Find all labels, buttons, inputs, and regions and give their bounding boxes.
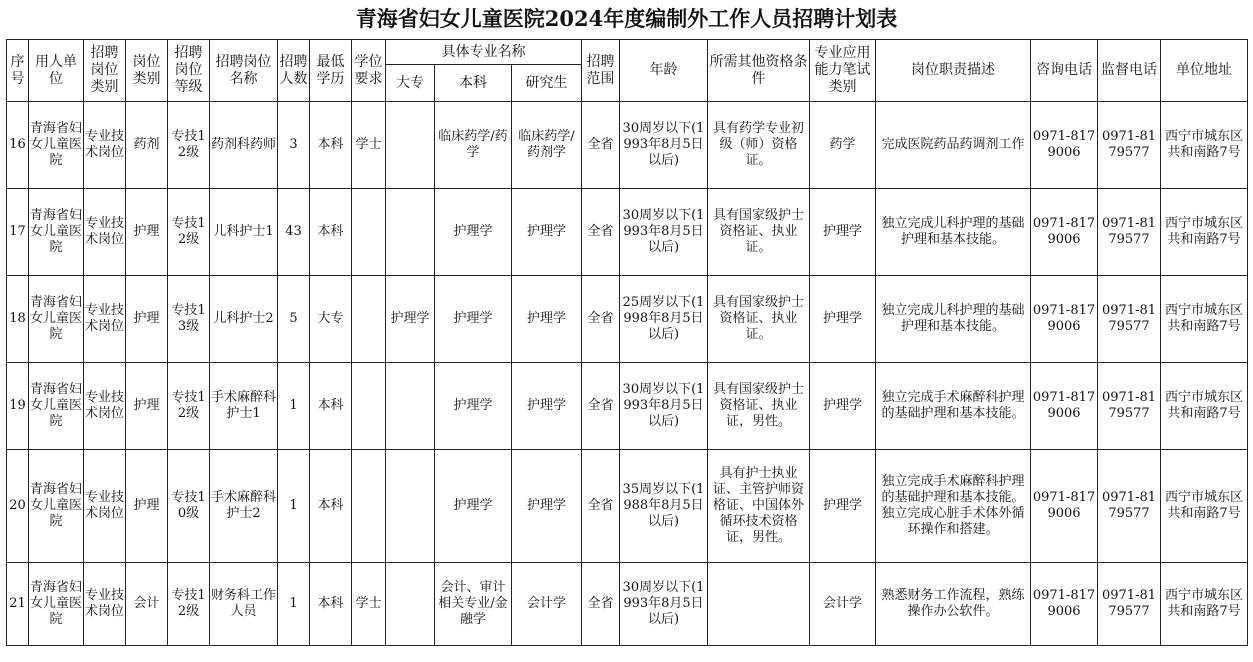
cell-exam: 药学 (810, 102, 876, 189)
cell-age: 30周岁以下(1993年8月5日以后) (620, 563, 708, 646)
table-row (7, 276, 1248, 363)
cell-seq: 20 (7, 450, 29, 563)
cell-address: 西宁市城东区共和南路7号 (1161, 363, 1248, 450)
cell-college: 护理学 (386, 276, 435, 363)
header-address: 单位地址 (1161, 40, 1248, 102)
cell-bachelor: 护理学 (435, 363, 512, 450)
cell-name: 手术麻醉科护士1 (210, 363, 278, 450)
cell-seq: 16 (7, 102, 29, 189)
cell-college (386, 102, 435, 189)
cell-age: 25周岁以下(1998年8月5日以后) (620, 276, 708, 363)
cell-scope: 全省 (582, 563, 620, 646)
cell-name: 财务科工作人员 (210, 563, 278, 646)
cell-type: 药剂 (126, 102, 168, 189)
header-duty: 岗位职责描述 (876, 40, 1031, 102)
cell-scope: 全省 (582, 363, 620, 450)
cell-other: 具有护士执业证、主管护师资格证、中国体外循环技术资格证，男性。 (708, 450, 810, 563)
cell-seq: 18 (7, 276, 29, 363)
cell-duty: 熟悉财务工作流程，熟练操作办公软件。 (876, 563, 1031, 646)
cell-other: 具有国家级护士资格证、执业证。 (708, 276, 810, 363)
table-row (7, 363, 1248, 450)
cell-supervise: 0971-8179577 (1098, 450, 1161, 563)
cell-scope: 全省 (582, 450, 620, 563)
cell-bachelor: 护理学 (435, 276, 512, 363)
header-post-name: 招聘岗位名称 (210, 40, 278, 102)
cell-seq: 21 (7, 563, 29, 646)
cell-exam: 护理学 (810, 189, 876, 276)
cell-bachelor: 护理学 (435, 450, 512, 563)
cell-edu: 本科 (310, 189, 352, 276)
cell-name: 儿科护士2 (210, 276, 278, 363)
cell-duty: 独立完成手术麻醉科护理的基础护理和基本技能。 (876, 363, 1031, 450)
cell-address: 西宁市城东区共和南路7号 (1161, 563, 1248, 646)
cell-name: 手术麻醉科护士2 (210, 450, 278, 563)
cell-graduate: 临床药学/药剂学 (512, 102, 582, 189)
table-row (7, 450, 1248, 563)
cell-unit: 青海省妇女儿童医院 (29, 189, 84, 276)
cell-supervise: 0971-8179577 (1098, 563, 1161, 646)
cell-graduate: 护理学 (512, 363, 582, 450)
cell-other: 具有药学专业初级（师）资格证。 (708, 102, 810, 189)
table-row (7, 102, 1248, 189)
cell-graduate: 护理学 (512, 276, 582, 363)
cell-degree (352, 450, 386, 563)
cell-address: 西宁市城东区共和南路7号 (1161, 450, 1248, 563)
header-post-category: 招聘岗位类别 (84, 40, 126, 102)
cell-unit: 青海省妇女儿童医院 (29, 450, 84, 563)
cell-graduate: 护理学 (512, 450, 582, 563)
cell-edu: 本科 (310, 450, 352, 563)
cell-count: 3 (278, 102, 310, 189)
cell-graduate: 会计学 (512, 563, 582, 646)
cell-level: 专技12级 (168, 189, 210, 276)
cell-count: 1 (278, 363, 310, 450)
header-other: 所需其他资格条件 (708, 40, 810, 102)
cell-supervise: 0971-8179577 (1098, 276, 1161, 363)
cell-exam: 护理学 (810, 363, 876, 450)
cell-level: 专技10级 (168, 450, 210, 563)
cell-exam: 会计学 (810, 563, 876, 646)
cell-count: 5 (278, 276, 310, 363)
cell-unit: 青海省妇女儿童医院 (29, 102, 84, 189)
header-degree: 学位要求 (352, 40, 386, 102)
cell-degree: 学士 (352, 563, 386, 646)
header-unit: 用人单位 (29, 40, 84, 102)
cell-supervise: 0971-8179577 (1098, 189, 1161, 276)
cell-category: 专业技术岗位 (84, 450, 126, 563)
header-post-type: 岗位类别 (126, 40, 168, 102)
cell-type: 护理 (126, 276, 168, 363)
cell-scope: 全省 (582, 276, 620, 363)
cell-college (386, 563, 435, 646)
header-row-1 (7, 40, 1248, 65)
header-age: 年龄 (620, 40, 708, 102)
cell-phone: 0971-8179006 (1031, 276, 1098, 363)
cell-type: 护理 (126, 450, 168, 563)
cell-count: 1 (278, 450, 310, 563)
header-count: 招聘人数 (278, 40, 310, 102)
cell-type: 会计 (126, 563, 168, 646)
cell-level: 专技12级 (168, 563, 210, 646)
cell-phone: 0971-8179006 (1031, 102, 1098, 189)
cell-phone: 0971-8179006 (1031, 189, 1098, 276)
cell-other: 具有国家级护士资格证、执业证，男性。 (708, 363, 810, 450)
cell-seq: 17 (7, 189, 29, 276)
cell-category: 专业技术岗位 (84, 563, 126, 646)
cell-category: 专业技术岗位 (84, 276, 126, 363)
cell-address: 西宁市城东区共和南路7号 (1161, 189, 1248, 276)
cell-degree (352, 189, 386, 276)
cell-name: 儿科护士1 (210, 189, 278, 276)
cell-level: 专技12级 (168, 102, 210, 189)
cell-edu: 本科 (310, 102, 352, 189)
cell-supervise: 0971-8179577 (1098, 363, 1161, 450)
header-exam: 专业应用能力笔试类别 (810, 40, 876, 102)
header-major-graduate: 研究生 (512, 65, 582, 102)
cell-age: 30周岁以下(1993年8月5日以后) (620, 363, 708, 450)
cell-duty: 完成医院药品药调剂工作 (876, 102, 1031, 189)
cell-bachelor: 临床药学/药学 (435, 102, 512, 189)
document-title: 青海省妇女儿童医院2024年度编制外工作人员招聘计划表 (355, 6, 898, 31)
header-major-college: 大专 (386, 65, 435, 102)
cell-phone: 0971-8179006 (1031, 563, 1098, 646)
cell-edu: 本科 (310, 363, 352, 450)
cell-age: 35周岁以下(1988年8月5日以后) (620, 450, 708, 563)
cell-college (386, 450, 435, 563)
cell-phone: 0971-8179006 (1031, 363, 1098, 450)
cell-college (386, 363, 435, 450)
cell-address: 西宁市城东区共和南路7号 (1161, 276, 1248, 363)
cell-type: 护理 (126, 363, 168, 450)
cell-unit: 青海省妇女儿童医院 (29, 363, 84, 450)
recruitment-plan-table (6, 39, 1248, 646)
cell-graduate: 护理学 (512, 189, 582, 276)
cell-type: 护理 (126, 189, 168, 276)
cell-degree: 学士 (352, 102, 386, 189)
header-min-edu: 最低学历 (310, 40, 352, 102)
cell-exam: 护理学 (810, 276, 876, 363)
cell-count: 43 (278, 189, 310, 276)
cell-edu: 大专 (310, 276, 352, 363)
cell-scope: 全省 (582, 189, 620, 276)
header-supervise: 监督电话 (1098, 40, 1161, 102)
header-post-level: 招聘岗位等级 (168, 40, 210, 102)
cell-duty: 独立完成儿科护理的基础护理和基本技能。 (876, 189, 1031, 276)
cell-unit: 青海省妇女儿童医院 (29, 563, 84, 646)
table-row (7, 189, 1248, 276)
header-seq: 序号 (7, 40, 29, 102)
header-major-group: 具体专业名称 (386, 40, 582, 65)
cell-bachelor: 护理学 (435, 189, 512, 276)
cell-level: 专技13级 (168, 276, 210, 363)
cell-bachelor: 会计、审计相关专业/金融学 (435, 563, 512, 646)
cell-supervise: 0971-8179577 (1098, 102, 1161, 189)
cell-college (386, 189, 435, 276)
cell-edu: 本科 (310, 563, 352, 646)
cell-address: 西宁市城东区共和南路7号 (1161, 102, 1248, 189)
cell-level: 专技12级 (168, 363, 210, 450)
cell-exam: 护理学 (810, 450, 876, 563)
cell-scope: 全省 (582, 102, 620, 189)
cell-phone: 0971-8179006 (1031, 450, 1098, 563)
header-scope: 招聘范围 (582, 40, 620, 102)
cell-duty: 独立完成儿科护理的基础护理和基本技能。 (876, 276, 1031, 363)
cell-age: 30周岁以下(1993年8月5日以后) (620, 189, 708, 276)
header-phone: 咨询电话 (1031, 40, 1098, 102)
cell-name: 药剂科药师 (210, 102, 278, 189)
header-major-bachelor: 本科 (435, 65, 512, 102)
cell-other (708, 563, 810, 646)
cell-category: 专业技术岗位 (84, 102, 126, 189)
cell-duty: 独立完成手术麻醉科护理的基础护理和基本技能。独立完成心脏手术体外循环操作和搭建。 (876, 450, 1031, 563)
cell-degree (352, 363, 386, 450)
cell-count: 1 (278, 563, 310, 646)
table-row (7, 563, 1248, 646)
cell-unit: 青海省妇女儿童医院 (29, 276, 84, 363)
cell-category: 专业技术岗位 (84, 189, 126, 276)
cell-other: 具有国家级护士资格证、执业证。 (708, 189, 810, 276)
cell-category: 专业技术岗位 (84, 363, 126, 450)
cell-degree (352, 276, 386, 363)
cell-age: 30周岁以下(1993年8月5日以后) (620, 102, 708, 189)
cell-seq: 19 (7, 363, 29, 450)
